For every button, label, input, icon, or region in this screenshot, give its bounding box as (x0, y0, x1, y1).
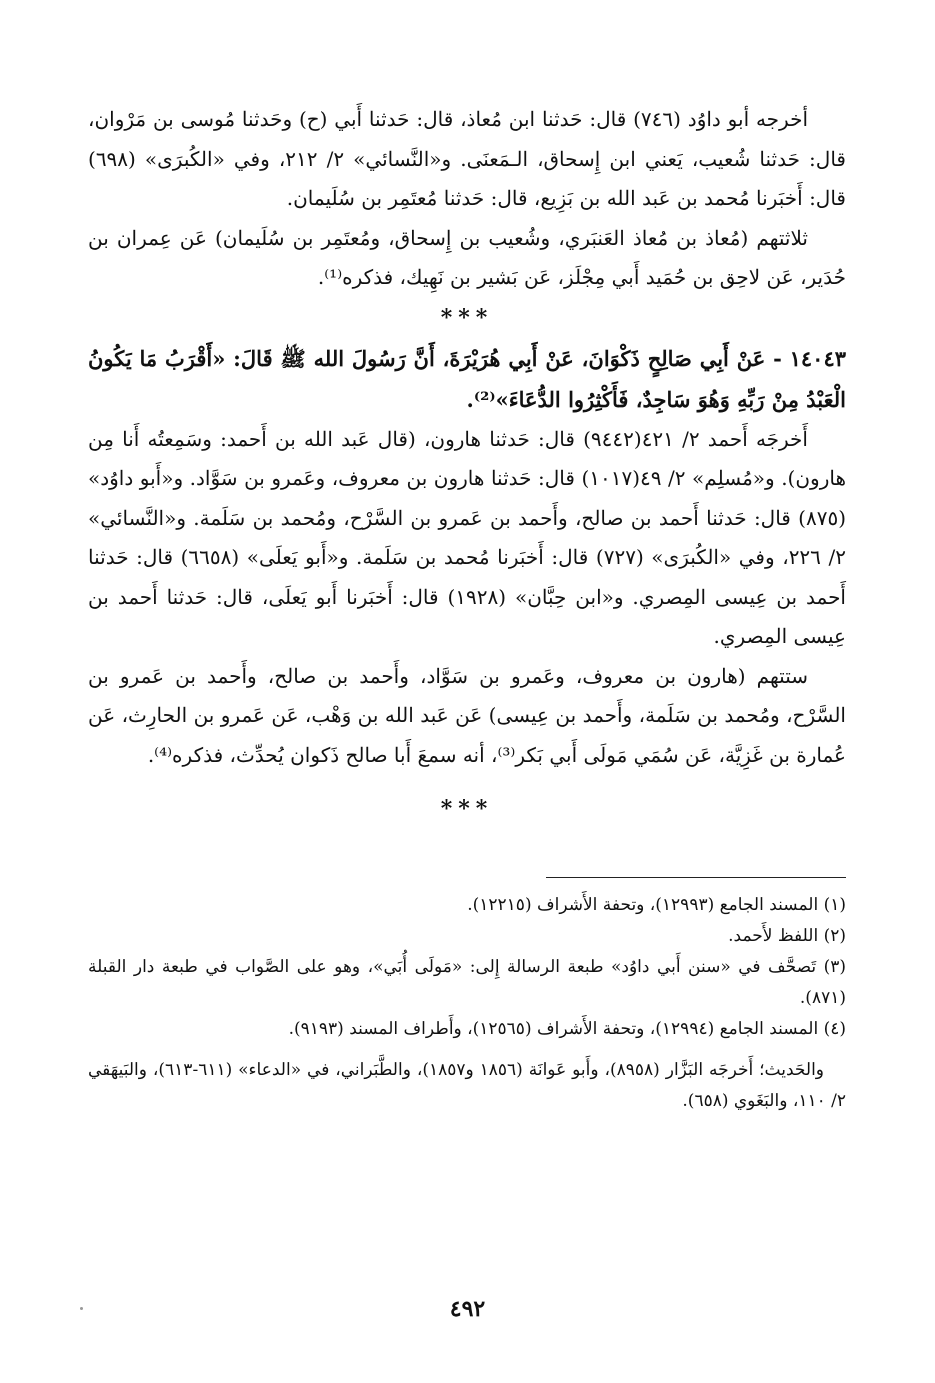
footnote-3: (٣) تَصحَّف في «سنن أَبي داوُد» طبعة الرسالة إِلى: «مَولَى أُبَي»، وهو على الصَّواب في طبعة دار القبلة (٨٧١). (88, 957, 846, 1008)
paragraph-isnad-2: ستتهم (هارون بن معروف، وعَمرو بن سَوَّاد، وأَحمد بن صالح، وأَحمد بن عَمرو بن السَّرْح، ومُحمد بن سَلَمة، وأَحمد بن عِيسى) عَن عَبد الله بن وَهْب، عَن عَمرو بن الحارِث، عَن عُمارة بن غَزِيَّة، عَن سُمَي مَولَى أَبي بَكر⁽³⁾، أنه سمعَ أَبا صالح ذَكوان يُحدِّث، فذكره⁽⁴⁾. (88, 663, 846, 767)
scan-speck (80, 1307, 83, 1310)
paragraph-takhrij-1: أخرجه أبو داوُد (٧٤٦) قال: حَدثنا ابن مُعاذ، قال: حَدثنا أَبي (ح) وحَدثنا مُوسى بن مَرْوان، قال: حَدثنا شُعيب، يَعني ابن إِسحاق، الـمَعنَى. و«النَّسائي» ٢/ ٢١٢، وفي «الكُبرَى» (٦٩٨) قال: أَخبَرنا مُحمد بن عَبد الله بن بَزِيع، قال: حَدثنا مُعتَمِر بن سُلَيمان. (88, 107, 846, 210)
footnote-2: (٢) اللفظ لأَحمد. (728, 926, 846, 946)
footnote-4: (٤) المسند الجامع (١٢٩٩٤)، وتحفة الأَشراف (١٢٥٦٥)، وأَطراف المسند (٩١٩٣). (288, 1019, 846, 1039)
paragraph-isnad-1: ثلاثتهم (مُعاذ بن مُعاذ العَنبَري، وشُعيب بن إِسحاق، ومُعتَمِر بن سُلَيمان) عَن عِمران بن حُدَير، عَن لاحِق بن حُمَيد أَبي مِجْلَز، عَن بَشير بن نَهِيك، فذكره⁽¹⁾. (88, 225, 846, 289)
hadith-text: عَنْ أَبِي صَالِحٍ ذَكْوَانَ، عَنْ أَبِي هُرَيْرَةَ، أَنَّ رَسُولَ الله ﷺ قَالَ: «أَقْرَبُ مَا يَكُونُ الْعَبْدُ مِنْ رَبِّهِ وَهُوَ سَاجِدٌ، فَأَكْثِرُوا الدُّعَاءَ»⁽²⁾. (88, 345, 846, 412)
section-separator-stars: *** (440, 304, 494, 331)
footnote-separator (546, 877, 846, 878)
footnote-1: (١) المسند الجامع (١٢٩٩٣)، وتحفة الأَشراف (١٢٢١٥). (467, 895, 846, 915)
footnotes (88, 890, 846, 1117)
paragraph-takhrij-2: أَخرجَه أَحمد ٢/ ٤٢١(٩٤٤٢) قال: حَدثنا هارون، (قال عَبد الله بن أَحمد: وسَمِعتُه أَنا مِن هارون). و«مُسلِم» ٢/ ٤٩(١٠١٧) قال: حَدثنا هارون بن معروف، وعَمرو بن سَوَّاد. و«أَبو داوُد» (٨٧٥) قال: حَدثنا أَحمد بن صالح، وأَحمد بن عَمرو بن السَّرْح، ومُحمد بن سَلَمة. و«النَّسائي» ٢/ ٢٢٦، وفي «الكُبرَى» (٧٢٧) قال: أَخبَرنا مُحمد بن سَلَمة. و«أَبو يَعلَى» (٦٦٥٨) قال: حَدثنا أَحمد بن عِيسى المِصري. و«ابن حِبَّان» (١٩٢٨) قال: أَخبَرنا أَبو يَعلَى، قال: حَدثنا أَحمد بن عِيسى المِصري. (88, 426, 846, 648)
hadith-number: ١٤٠٤٣ - (773, 345, 847, 371)
section-separator-stars-end: *** (440, 796, 494, 822)
page-content (88, 100, 846, 1117)
page-number: ٤٩٢ (449, 1296, 486, 1322)
footnote-4-continuation: والحَديث؛ أَخرجَه البَزَّار (٨٩٥٨)، وأَبو عَوانَة (١٨٥٦ و١٨٥٧)، والطَّبَراني، في «الدعاء» (٦١١-٦١٣)، والبَيهَقي ٢/ ١١٠، والبَغَوي (٦٥٨). (88, 1060, 846, 1111)
hadith-1404 (88, 338, 846, 420)
